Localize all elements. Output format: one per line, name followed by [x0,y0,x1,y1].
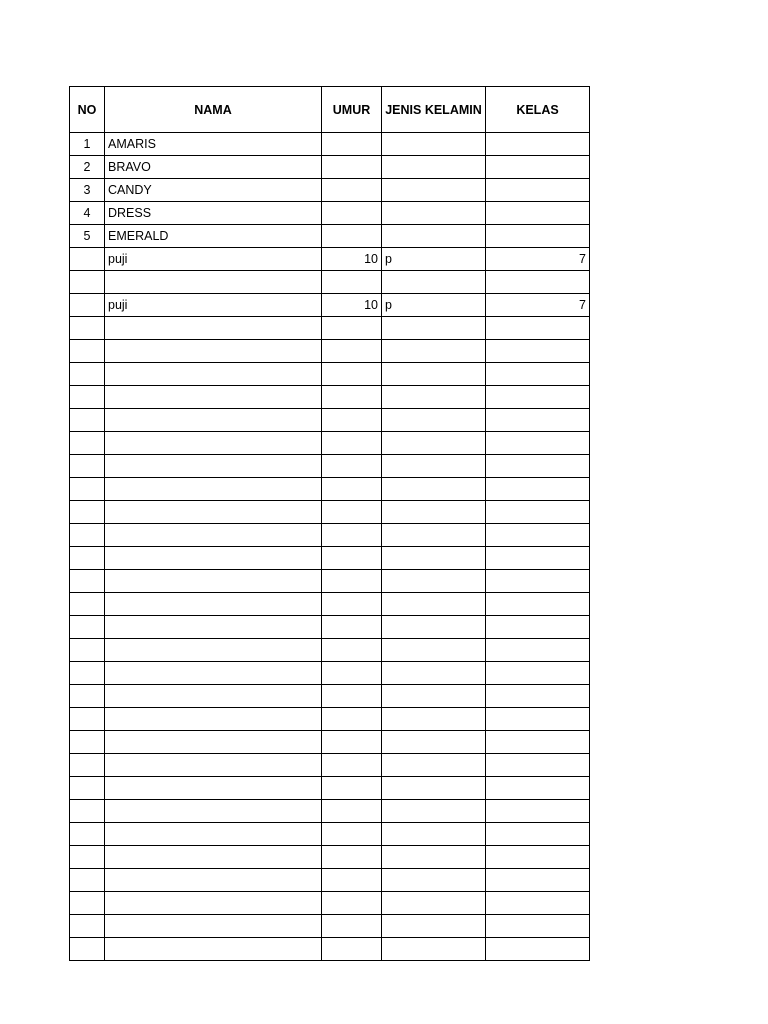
cell-no[interactable] [70,593,105,616]
cell-jenis-kelamin[interactable] [382,685,486,708]
cell-no[interactable] [70,432,105,455]
cell-umur[interactable] [322,616,382,639]
cell-no[interactable] [70,731,105,754]
cell-kelas[interactable] [486,708,590,731]
cell-nama[interactable] [105,777,322,800]
cell-kelas[interactable] [486,846,590,869]
cell-nama[interactable] [105,708,322,731]
cell-jenis-kelamin[interactable] [382,409,486,432]
table-row [70,317,590,340]
cell-jenis-kelamin[interactable] [382,432,486,455]
cell-umur[interactable] [322,685,382,708]
cell-kelas[interactable] [486,547,590,570]
cell-nama[interactable]: CANDY [105,179,322,202]
table-row [70,938,590,961]
cell-kelas[interactable] [486,432,590,455]
header-nama: NAMA [105,87,322,133]
cell-nama[interactable] [105,616,322,639]
cell-no[interactable] [70,915,105,938]
cell-jenis-kelamin[interactable] [382,455,486,478]
cell-umur[interactable] [322,409,382,432]
table-row [70,524,590,547]
cell-no[interactable] [70,869,105,892]
cell-no[interactable]: 3 [70,179,105,202]
cell-no[interactable] [70,570,105,593]
cell-no[interactable] [70,685,105,708]
table-body [70,133,590,961]
cell-jenis-kelamin[interactable] [382,179,486,202]
cell-kelas[interactable] [486,754,590,777]
cell-jenis-kelamin[interactable] [382,708,486,731]
table-row [70,248,590,271]
header-no: NO [70,87,105,133]
cell-nama[interactable] [105,754,322,777]
cell-umur[interactable] [322,800,382,823]
cell-umur[interactable] [322,547,382,570]
cell-jenis-kelamin[interactable]: p [382,248,486,271]
cell-no[interactable]: 4 [70,202,105,225]
cell-no[interactable] [70,340,105,363]
cell-nama[interactable] [105,317,322,340]
cell-umur[interactable] [322,386,382,409]
cell-umur[interactable] [322,202,382,225]
table-row [70,225,590,248]
cell-jenis-kelamin[interactable] [382,823,486,846]
cell-kelas[interactable] [486,823,590,846]
cell-jenis-kelamin[interactable] [382,202,486,225]
table-row [70,133,590,156]
cell-jenis-kelamin[interactable] [382,363,486,386]
table-row [70,386,590,409]
table-row [70,179,590,202]
cell-umur[interactable] [322,754,382,777]
cell-no[interactable] [70,800,105,823]
cell-umur[interactable] [322,501,382,524]
cell-no[interactable] [70,708,105,731]
cell-jenis-kelamin[interactable] [382,547,486,570]
table-row [70,639,590,662]
cell-jenis-kelamin[interactable] [382,662,486,685]
table-row [70,455,590,478]
cell-no[interactable] [70,386,105,409]
table-row [70,685,590,708]
cell-no[interactable] [70,938,105,961]
cell-jenis-kelamin[interactable] [382,800,486,823]
cell-no[interactable] [70,846,105,869]
cell-jenis-kelamin[interactable] [382,501,486,524]
table-row [70,202,590,225]
cell-nama[interactable] [105,409,322,432]
table-row [70,570,590,593]
table-row [70,915,590,938]
cell-jenis-kelamin[interactable] [382,156,486,179]
cell-kelas[interactable] [486,662,590,685]
table-row [70,271,590,294]
table-row [70,662,590,685]
cell-umur[interactable] [322,179,382,202]
cell-no[interactable] [70,823,105,846]
cell-jenis-kelamin[interactable] [382,340,486,363]
cell-jenis-kelamin[interactable] [382,478,486,501]
cell-kelas[interactable] [486,524,590,547]
cell-no[interactable] [70,639,105,662]
cell-umur[interactable] [322,133,382,156]
header-umur: UMUR [322,87,382,133]
table-row [70,708,590,731]
cell-nama[interactable] [105,938,322,961]
cell-nama[interactable] [105,478,322,501]
cell-no[interactable] [70,248,105,271]
cell-umur[interactable] [322,432,382,455]
cell-kelas[interactable] [486,363,590,386]
table-row [70,294,590,317]
cell-no[interactable] [70,271,105,294]
cell-nama[interactable] [105,846,322,869]
table-row [70,363,590,386]
table-row [70,731,590,754]
cell-jenis-kelamin[interactable] [382,570,486,593]
cell-jenis-kelamin[interactable] [382,639,486,662]
cell-kelas[interactable] [486,156,590,179]
cell-kelas[interactable] [486,570,590,593]
cell-no[interactable] [70,754,105,777]
cell-kelas[interactable] [486,179,590,202]
cell-nama[interactable]: AMARIS [105,133,322,156]
header-jenis-kelamin: JENIS KELAMIN [382,87,486,133]
cell-no[interactable]: 2 [70,156,105,179]
cell-umur[interactable] [322,363,382,386]
cell-jenis-kelamin[interactable] [382,731,486,754]
cell-nama[interactable] [105,432,322,455]
cell-umur[interactable] [322,938,382,961]
table-header [70,87,590,133]
cell-no[interactable]: 1 [70,133,105,156]
cell-kelas[interactable] [486,639,590,662]
cell-umur[interactable] [322,731,382,754]
cell-kelas[interactable] [486,915,590,938]
cell-nama[interactable] [105,524,322,547]
cell-no[interactable]: 5 [70,225,105,248]
cell-no[interactable] [70,524,105,547]
cell-no[interactable] [70,547,105,570]
cell-nama[interactable]: BRAVO [105,156,322,179]
cell-no[interactable] [70,317,105,340]
student-table [69,86,590,961]
cell-umur[interactable] [322,869,382,892]
cell-kelas[interactable] [486,271,590,294]
cell-no[interactable] [70,409,105,432]
table-row [70,823,590,846]
cell-kelas[interactable] [486,202,590,225]
cell-umur[interactable] [322,317,382,340]
cell-nama[interactable] [105,593,322,616]
cell-nama[interactable]: DRESS [105,202,322,225]
cell-umur[interactable] [322,593,382,616]
header-kelas: KELAS [486,87,590,133]
cell-nama[interactable] [105,800,322,823]
cell-umur[interactable]: 10 [322,294,382,317]
cell-jenis-kelamin[interactable] [382,524,486,547]
cell-jenis-kelamin[interactable] [382,616,486,639]
cell-nama[interactable] [105,731,322,754]
table-row [70,616,590,639]
cell-jenis-kelamin[interactable] [382,593,486,616]
cell-kelas[interactable] [486,501,590,524]
table-row [70,340,590,363]
cell-jenis-kelamin[interactable]: p [382,294,486,317]
table-row [70,754,590,777]
header-row [70,87,590,133]
cell-no[interactable] [70,501,105,524]
cell-kelas[interactable] [486,340,590,363]
table-row [70,593,590,616]
cell-umur[interactable] [322,662,382,685]
table-row [70,869,590,892]
table-row [70,501,590,524]
table-row [70,156,590,179]
table-row [70,409,590,432]
cell-nama[interactable]: EMERALD [105,225,322,248]
cell-jenis-kelamin[interactable] [382,271,486,294]
cell-nama[interactable] [105,823,322,846]
cell-nama[interactable]: puji [105,248,322,271]
cell-jenis-kelamin[interactable] [382,754,486,777]
cell-nama[interactable] [105,892,322,915]
cell-nama[interactable] [105,685,322,708]
cell-no[interactable] [70,478,105,501]
cell-jenis-kelamin[interactable] [382,915,486,938]
cell-no[interactable] [70,455,105,478]
cell-umur[interactable] [322,570,382,593]
cell-nama[interactable] [105,271,322,294]
cell-umur[interactable] [322,478,382,501]
cell-umur[interactable] [322,225,382,248]
cell-kelas[interactable] [486,593,590,616]
cell-kelas[interactable] [486,777,590,800]
cell-jenis-kelamin[interactable] [382,938,486,961]
cell-kelas[interactable] [486,133,590,156]
cell-umur[interactable] [322,708,382,731]
cell-nama[interactable] [105,386,322,409]
cell-nama[interactable] [105,869,322,892]
cell-no[interactable] [70,892,105,915]
cell-nama[interactable] [105,639,322,662]
cell-nama[interactable] [105,363,322,386]
cell-jenis-kelamin[interactable] [382,386,486,409]
cell-kelas[interactable] [486,386,590,409]
table-row [70,478,590,501]
cell-jenis-kelamin[interactable] [382,892,486,915]
cell-nama[interactable] [105,340,322,363]
cell-nama[interactable] [105,501,322,524]
cell-umur[interactable] [322,156,382,179]
cell-jenis-kelamin[interactable] [382,846,486,869]
cell-umur[interactable] [322,271,382,294]
cell-kelas[interactable] [486,616,590,639]
cell-no[interactable] [70,363,105,386]
cell-nama[interactable] [105,455,322,478]
cell-umur[interactable] [322,892,382,915]
cell-no[interactable] [70,662,105,685]
cell-nama[interactable] [105,662,322,685]
cell-nama[interactable] [105,570,322,593]
cell-kelas[interactable] [486,685,590,708]
cell-jenis-kelamin[interactable] [382,225,486,248]
cell-kelas[interactable] [486,938,590,961]
table-row [70,777,590,800]
cell-no[interactable] [70,294,105,317]
table-row [70,547,590,570]
cell-kelas[interactable] [486,455,590,478]
table-row [70,800,590,823]
cell-nama[interactable]: puji [105,294,322,317]
cell-kelas[interactable] [486,478,590,501]
cell-kelas[interactable] [486,892,590,915]
table-row [70,892,590,915]
cell-kelas[interactable] [486,409,590,432]
cell-kelas[interactable]: 7 [486,248,590,271]
cell-umur[interactable] [322,340,382,363]
cell-umur[interactable] [322,846,382,869]
cell-jenis-kelamin[interactable] [382,133,486,156]
cell-kelas[interactable]: 7 [486,294,590,317]
cell-jenis-kelamin[interactable] [382,317,486,340]
cell-nama[interactable] [105,915,322,938]
cell-kelas[interactable] [486,225,590,248]
cell-kelas[interactable] [486,731,590,754]
cell-umur[interactable] [322,915,382,938]
cell-no[interactable] [70,616,105,639]
cell-kelas[interactable] [486,317,590,340]
cell-jenis-kelamin[interactable] [382,869,486,892]
cell-kelas[interactable] [486,800,590,823]
table-row [70,432,590,455]
cell-kelas[interactable] [486,869,590,892]
cell-jenis-kelamin[interactable] [382,777,486,800]
cell-umur[interactable] [322,823,382,846]
cell-umur[interactable]: 10 [322,248,382,271]
cell-umur[interactable] [322,639,382,662]
table-row [70,846,590,869]
cell-no[interactable] [70,777,105,800]
cell-umur[interactable] [322,524,382,547]
cell-umur[interactable] [322,455,382,478]
cell-umur[interactable] [322,777,382,800]
cell-nama[interactable] [105,547,322,570]
